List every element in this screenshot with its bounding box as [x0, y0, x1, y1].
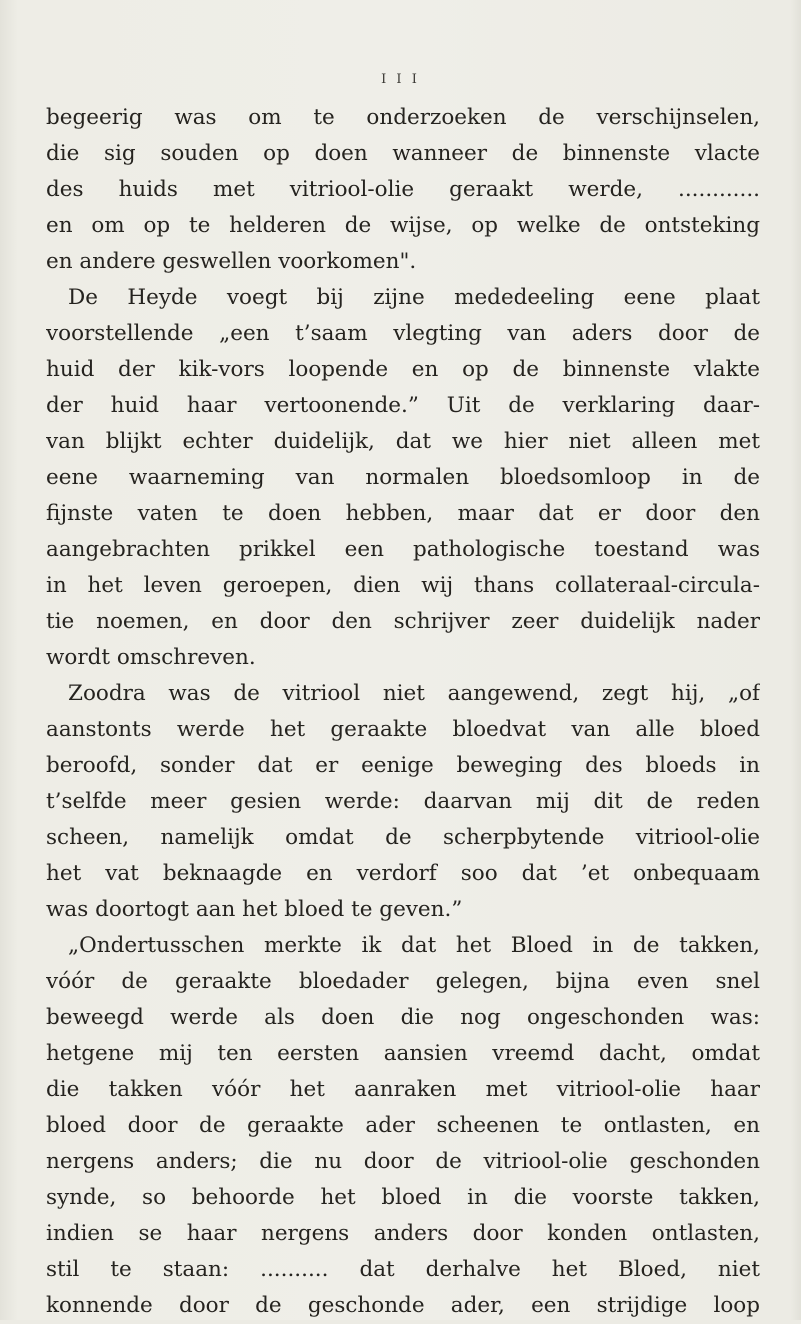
- text-line: en andere geswellen voorkomen".: [46, 249, 417, 274]
- text-line: konnende door de geschonde ader, een strijdige loop: [46, 1293, 760, 1318]
- text-line: van blijkt echter duidelijk, dat we hier niet alleen met: [46, 429, 760, 454]
- text-line: nergens anders; die nu door de vitriool-olie geschonden: [46, 1149, 760, 1174]
- text-line: fijnste vaten te doen hebben, maar dat er door den: [46, 501, 760, 526]
- text-line: die sig souden op doen wanneer de binnenste vlacte: [46, 141, 760, 166]
- text-line: hetgene mij ten eersten aansien vreemd dacht, omdat: [46, 1041, 760, 1066]
- text-line: beroofd, sonder dat er eenige beweging des bloeds in: [46, 753, 760, 778]
- text-line: scheen, namelijk omdat de scherpbytende vitriool-olie: [46, 825, 760, 850]
- text-line: des huids met vitriool-olie geraakt werde, ............: [46, 177, 760, 202]
- text-line: wordt omschreven.: [46, 645, 256, 670]
- text-line: aanstonts werde het geraakte bloedvat van alle bloed: [46, 717, 760, 742]
- text-line: en om op te helderen de wijse, op welke de ontsteking: [46, 213, 760, 238]
- text-line: eene waarneming van normalen bloedsomloop in de: [46, 465, 760, 490]
- text-line: vóór de geraakte bloedader gelegen, bijna even snel: [46, 969, 760, 994]
- text-line: tie noemen, en door den schrijver zeer duidelijk nader: [46, 609, 760, 634]
- text-line: huid der kik-vors loopende en op de binnenste vlakte: [46, 357, 760, 382]
- text-line: beweegd werde als doen die nog ongeschonden was:: [46, 1005, 760, 1030]
- text-line: Zoodra was de vitriool niet aangewend, zegt hij, „of: [68, 681, 760, 706]
- text-line: bloed door de geraakte ader scheenen te ontlasten, en: [46, 1113, 760, 1138]
- text-line: begeerig was om te onderzoeken de verschijnselen,: [46, 105, 760, 130]
- text-line: die takken vóór het aanraken met vitriool-olie haar: [46, 1077, 760, 1102]
- text-line: het vat beknaagde en verdorf soo dat ’et onbequaam: [46, 861, 760, 886]
- text-line: De Heyde voegt bij zijne mededeeling eene plaat: [68, 285, 760, 310]
- text-line: voorstellende „een t’saam vlegting van aders door de: [46, 321, 760, 346]
- text-line: was doortogt aan het bloed te geven.”: [46, 897, 463, 922]
- text-line: aangebrachten prikkel een pathologische toestand was: [46, 537, 760, 562]
- text-line: der huid haar vertoonende.” Uit de verklaring daar-: [46, 393, 760, 418]
- page-number: I I I: [381, 72, 420, 87]
- text-line: synde, so behoorde het bloed in die voorste takken,: [46, 1185, 760, 1210]
- text-line: „Ondertusschen merkte ik dat het Bloed in de takken,: [68, 933, 760, 958]
- text-line: t’selfde meer gesien werde: daarvan mij dit de reden: [46, 789, 760, 814]
- text-line: in het leven geroepen, dien wij thans collateraal-circula-: [46, 573, 760, 598]
- text-line: indien se haar nergens anders door konden ontlasten,: [46, 1221, 760, 1246]
- text-line: stil te staan: .......... dat derhalve het Bloed, niet: [46, 1257, 760, 1282]
